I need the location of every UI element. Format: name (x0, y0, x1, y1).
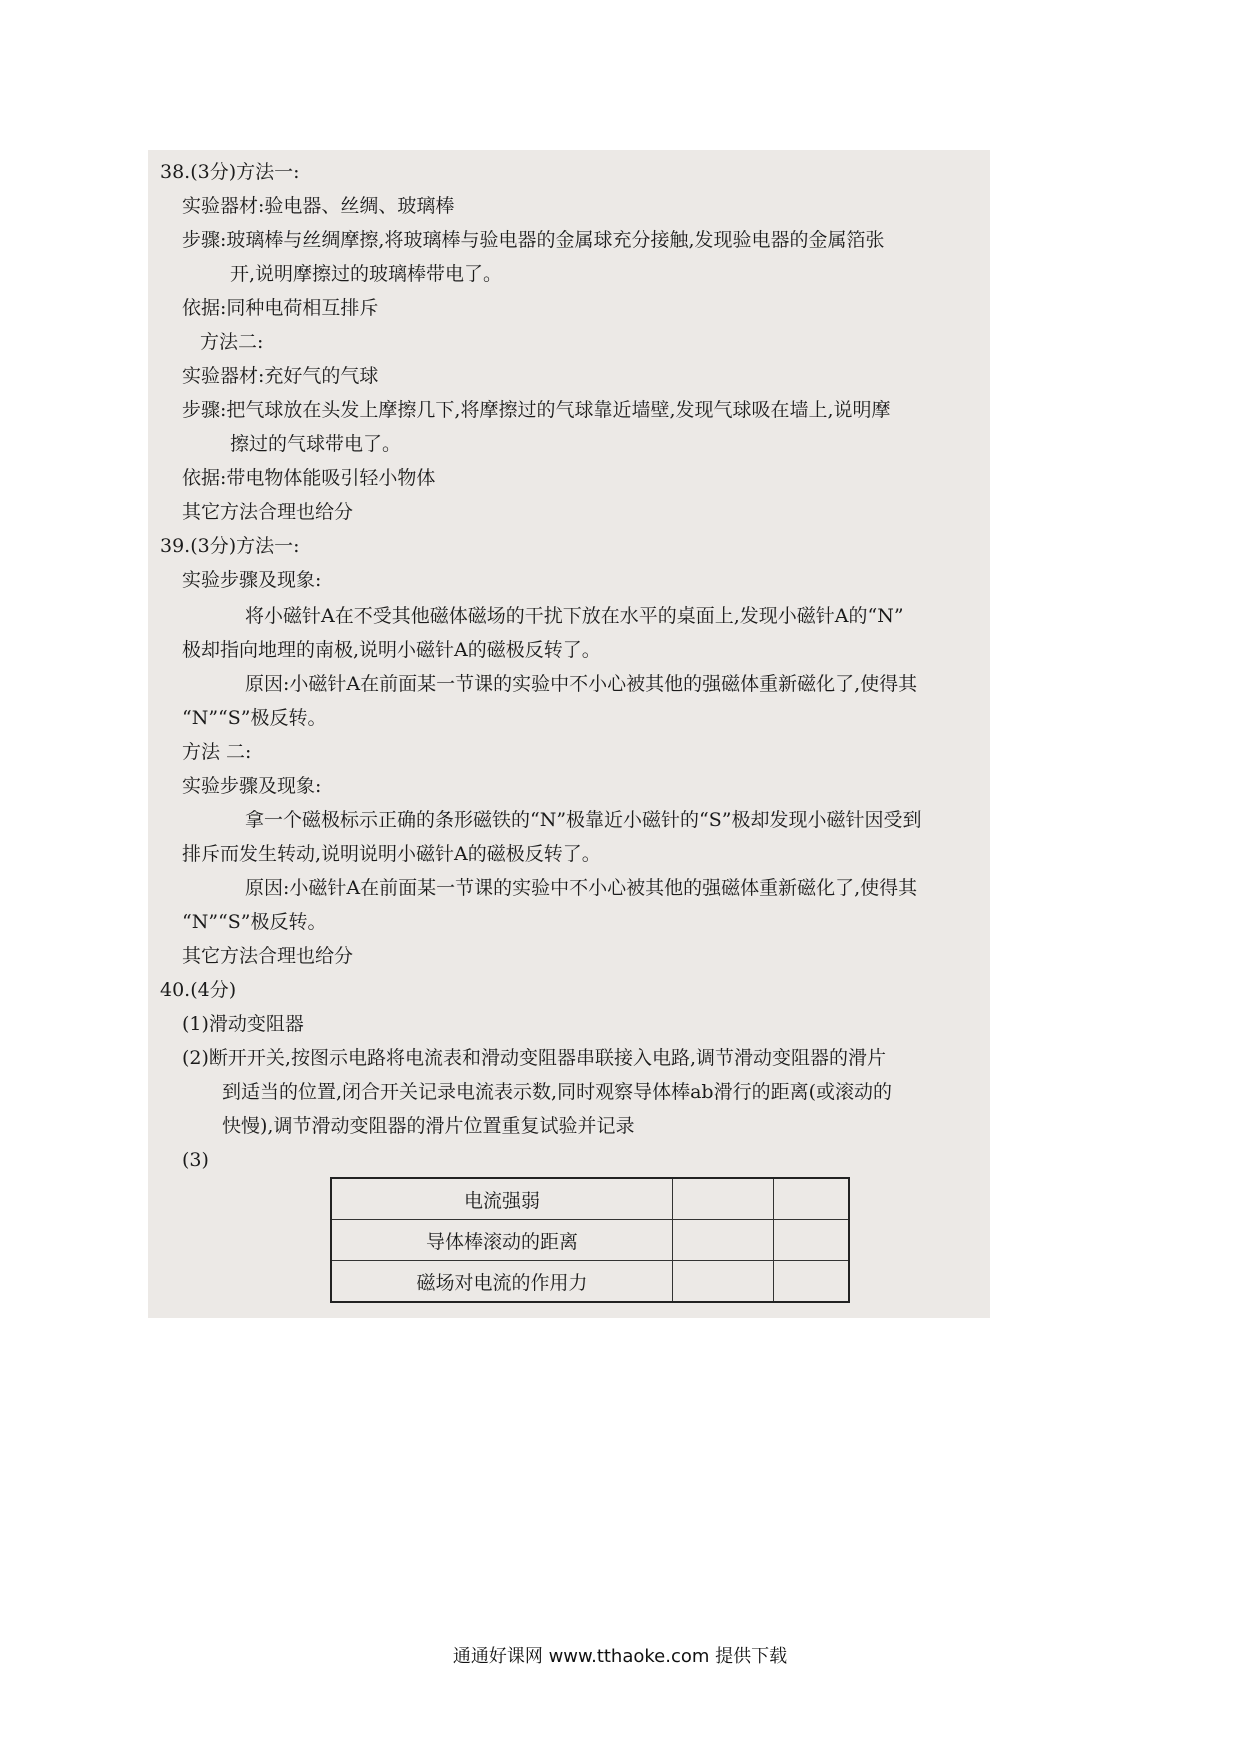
q38-m1-equipment: 实验器材:验电器、丝绸、玻璃棒 (182, 195, 455, 217)
q40-part-2-line-2: 到适当的位置,闭合开关记录电流表示数,同时观察导体棒ab滑行的距离(或滚动的 (222, 1081, 892, 1103)
answer-table (330, 1177, 850, 1303)
q40-part-2-line-1: (2)断开开关,按图示电路将电流表和滑动变阻器串联接入电路,调节滑动变阻器的滑片 (182, 1047, 886, 1069)
q38-m2-steps-1: 步骤:把气球放在头发上摩擦几下,将摩擦过的气球靠近墙壁,发现气球吸在墙上,说明摩 (182, 399, 891, 421)
q38-other: 其它方法合理也给分 (182, 501, 354, 523)
q39-m1-label: 实验步骤及现象: (182, 569, 322, 591)
footer-credit: 通通好课网 www.tthaoke.com 提供下载 (452, 1646, 788, 1667)
q39-other: 其它方法合理也给分 (182, 945, 354, 967)
q38-m1-steps-1: 步骤:玻璃棒与丝绸摩擦,将玻璃棒与验电器的金属球充分接触,发现验电器的金属箔张 (182, 229, 885, 251)
q39-heading: 39.(3分)方法一: (160, 535, 300, 557)
q39-m1-text-2: 极却指向地理的南极,说明小磁针A的磁极反转了。 (182, 639, 601, 661)
q38-m2-equipment: 实验器材:充好气的气球 (182, 365, 379, 387)
q40-heading: 40.(4分) (160, 979, 237, 1001)
table-cell (673, 1220, 774, 1261)
q38-m2-title: 方法二: (200, 331, 264, 353)
q38-m1-basis: 依据:同种电荷相互排斥 (182, 297, 379, 319)
q39-m1-reason-1: 原因:小磁针A在前面某一节课的实验中不小心被其他的强磁体重新磁化了,使得其 (245, 673, 918, 695)
q39-m2-label: 实验步骤及现象: (182, 775, 322, 797)
q38-m2-basis: 依据:带电物体能吸引轻小物体 (182, 467, 436, 489)
table-cell (673, 1261, 774, 1303)
q39-m2-text-1: 拿一个磁极标示正确的条形磁铁的“N”极靠近小磁针的“S”极却发现小磁针因受到 (245, 809, 922, 831)
table-row-label: 导体棒滚动的距离 (331, 1220, 673, 1261)
q38-m2-steps-2: 擦过的气球带电了。 (230, 433, 402, 455)
table-row (331, 1178, 849, 1220)
table-cell (774, 1220, 850, 1261)
q38-heading: 38.(3分)方法一: (160, 161, 300, 183)
q39-m2-reason-2: “N”“S”极反转。 (182, 911, 327, 933)
q40-part-3: (3) (182, 1149, 209, 1171)
q39-m2-title: 方法 二: (182, 741, 252, 763)
scanned-answer-sheet (148, 150, 990, 1318)
q39-m2-reason-1: 原因:小磁针A在前面某一节课的实验中不小心被其他的强磁体重新磁化了,使得其 (245, 877, 918, 899)
table-row-label: 电流强弱 (331, 1178, 673, 1220)
table-cell (673, 1178, 774, 1220)
q39-m1-text-1: 将小磁针A在不受其他磁体磁场的干扰下放在水平的桌面上,发现小磁针A的“N” (245, 605, 904, 627)
table-cell (774, 1178, 850, 1220)
q38-m1-steps-2: 开,说明摩擦过的玻璃棒带电了。 (230, 263, 503, 285)
q40-part-2-line-3: 快慢),调节滑动变阻器的滑片位置重复试验并记录 (222, 1115, 635, 1137)
table-cell (774, 1261, 850, 1303)
q40-part-1: (1)滑动变阻器 (182, 1013, 304, 1035)
q39-m1-reason-2: “N”“S”极反转。 (182, 707, 327, 729)
table-row (331, 1261, 849, 1303)
table-row-label: 磁场对电流的作用力 (331, 1261, 673, 1303)
q39-m2-text-2: 排斥而发生转动,说明说明小磁针A的磁极反转了。 (182, 843, 601, 865)
table-row (331, 1220, 849, 1261)
